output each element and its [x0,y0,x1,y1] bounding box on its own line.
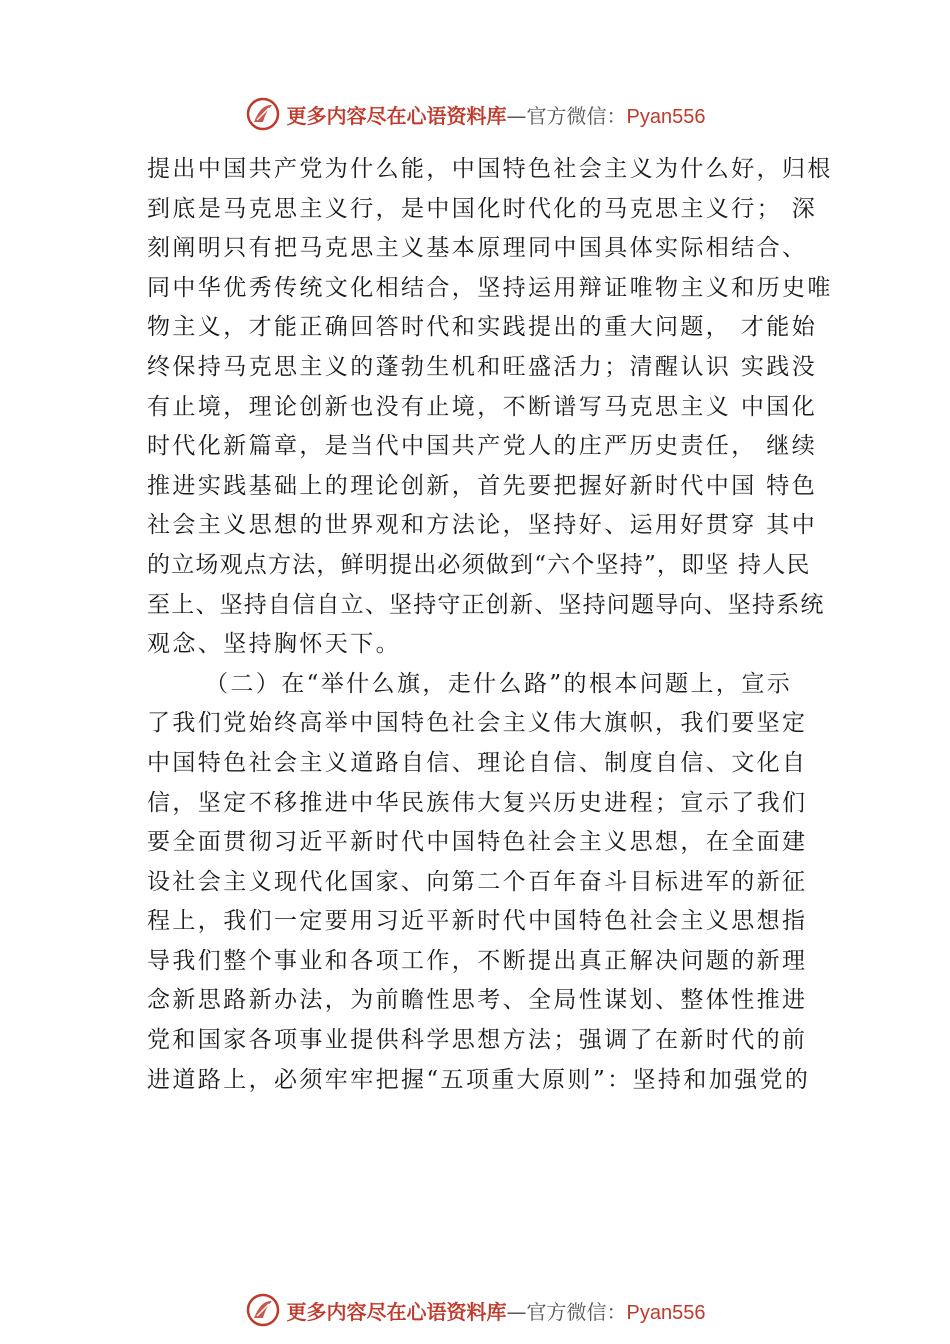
body-line-6: 终保持马克思主义的蓬勃生机和旺盛活力；清醒认识 实践没 [147,353,818,380]
body-line-13: 观念、坚持胸怀天下。 [147,631,401,658]
body-line-22: 念新思路新办法，为前瞻性思考、全局性谋划、整体性推进 [147,987,808,1014]
footer-watermark-id-text: Pyan556 [626,1301,706,1324]
body-line-11: 的立场观点方法，鲜明提出必须做到“六个坚持”，即坚 持人民 [147,551,811,578]
body-line-8: 时代化新篇章，是当代中国共产党人的庄严历史责任， 继续 [147,433,818,460]
body-line-9: 推进实践基础上的理论创新，首先要把握好新时代中国 特色 [147,472,818,499]
footer-watermark-main-text: 更多内容尽在心语资料库 [286,1299,507,1324]
header-watermark [0,94,950,134]
body-line-1: 提出中国共产党为什么能，中国特色社会主义为什么好，归根 [147,156,833,182]
watermark-id-text: Pyan556 [626,105,706,128]
body-line-15: 了我们党始终高举中国特色社会主义伟大旗帜，我们要坚定 [147,710,808,737]
body-line-20: 程上，我们一定要用习近平新时代中国特色社会主义思想指 [147,908,808,935]
body-line-21: 导我们整个事业和各项工作，不断提出真正解决问题的新理 [147,947,808,974]
body-line-23: 党和国家各项事业提供科学思想方法；强调了在新时代的前 [147,1027,808,1054]
body-line-19: 设社会主义现代化国家、向第二个百年奋斗目标进军的新征 [147,868,808,895]
footer-watermark-separator-text: —官方微信： [506,1299,627,1324]
section-heading-line: （二）在“举什么旗，走什么路”的根本问题上，宣示 [205,670,793,697]
body-line-10: 社会主义思想的世界观和方法论，坚持好、运用好贯穿 其中 [147,512,818,539]
document-body [147,150,837,1100]
body-line-4: 同中华优秀传统文化相结合，坚持运用辩证唯物主义和历史唯 [147,274,833,301]
body-line-5: 物主义，才能正确回答时代和实践提出的重大问题， 才能始 [147,314,818,341]
body-line-24: 进道路上，必须牢牢把握“五项重大原则”：坚持和加强党的 [147,1066,811,1093]
footer-watermark [0,1290,950,1330]
body-line-12: 至上、坚持自信自立、坚持守正创新、坚持问题导向、坚持系统 [147,591,825,618]
logo-seal-icon [245,96,281,132]
watermark-main-text: 更多内容尽在心语资料库 [286,103,507,128]
body-line-17: 信，坚定不移推进中华民族伟大复兴历史进程；宣示了我们 [147,789,808,816]
body-line-2: 到底是马克思主义行，是中国化时代化的马克思主义行； 深 [147,195,818,222]
body-line-7: 有止境，理论创新也没有止境，不断谱写马克思主义 中国化 [147,393,818,420]
body-line-3: 刻阐明只有把马克思主义基本原理同中国具体实际相结合、 [147,235,808,262]
body-line-16: 中国特色社会主义道路自信、理论自信、制度自信、文化自 [147,749,808,776]
watermark-separator-text: —官方微信： [506,103,627,128]
body-line-18: 要全面贯彻习近平新时代中国特色社会主义思想，在全面建 [147,829,808,856]
logo-seal-icon [245,1292,281,1328]
